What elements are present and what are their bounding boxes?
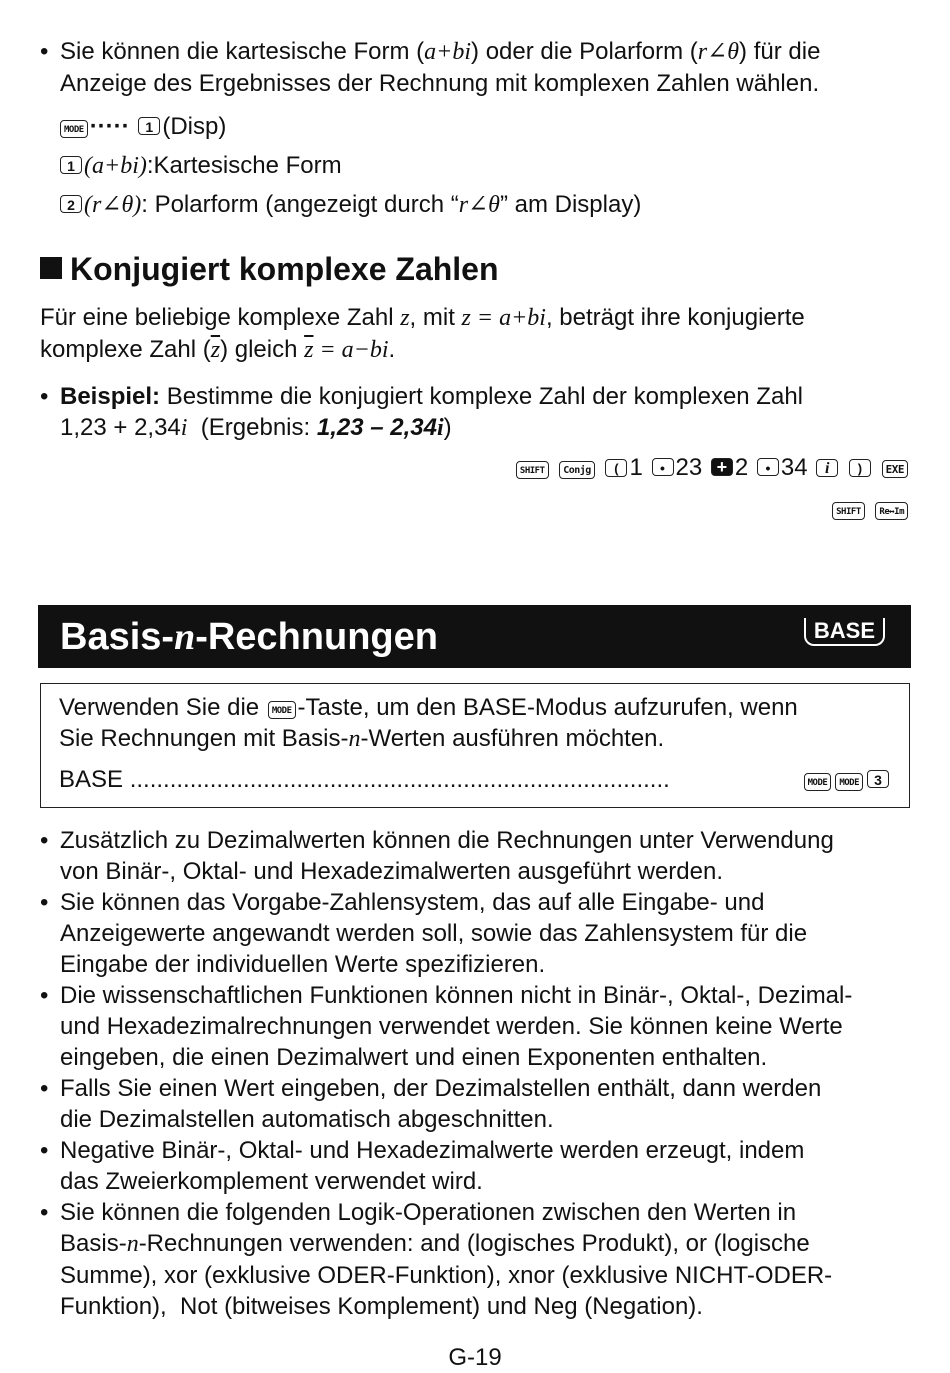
mode-key-icon: MODE xyxy=(804,773,832,791)
chapter-banner xyxy=(38,605,911,668)
polar-formula: r∠θ xyxy=(697,39,740,65)
option-polar-symbol: r∠θ xyxy=(458,192,500,218)
list-item-line: Negative Binär-, Oktal- und Hexadezimalwerte werden erzeugt, indem xyxy=(60,1137,805,1164)
example-imaginary: i xyxy=(180,415,188,441)
option-cartesian-label: :Kartesische Form xyxy=(146,152,342,179)
definition-text-3: , beträgt ihre konjugierte xyxy=(545,304,805,331)
definition-text-2: , mit xyxy=(409,304,462,331)
option-polar-formula: (r∠θ) xyxy=(84,192,142,218)
conjugate-equation: = a−bi xyxy=(313,337,389,363)
open-paren-key-icon: ( xyxy=(605,459,627,477)
example-bullet xyxy=(40,381,940,444)
chapter-title-b: -Rechnungen xyxy=(195,616,438,658)
list-item-line: das Zweierkomplement verwendet wird. xyxy=(60,1168,483,1195)
close-paren-key-icon: ) xyxy=(849,459,871,477)
decimal-key-icon: • xyxy=(652,458,674,476)
mode-info-text-4: -Werten ausführen möchten. xyxy=(360,725,665,752)
option-polar xyxy=(58,189,641,221)
page-number: G-19 xyxy=(448,1344,502,1371)
example-label: Beispiel: xyxy=(60,383,161,410)
leader-dots: ................................................................................. xyxy=(129,766,670,793)
digit-1: 1 xyxy=(629,454,643,481)
digits-23: 23 xyxy=(675,454,703,481)
disp-key-sequence xyxy=(58,111,226,142)
base-label: BASE xyxy=(59,766,130,793)
list-item-line: die Dezimalstellen automatisch abgeschnitten. xyxy=(60,1106,554,1133)
list-item xyxy=(40,1073,920,1135)
base-bullet-list xyxy=(40,825,920,1322)
definition-text: Für eine beliebige komplexe Zahl xyxy=(40,304,401,331)
example-key-sequence xyxy=(514,452,910,483)
option-polar-label-tail: ” am Display) xyxy=(499,191,642,218)
key-1-icon: 1 xyxy=(138,117,160,135)
list-item-n: n xyxy=(126,1231,139,1257)
list-item-line: Falls Sie einen Wert eingeben, der Dezimalstellen enthält, dann werden xyxy=(60,1075,822,1102)
mode-key-icon: MODE xyxy=(835,773,863,791)
key-1-icon: 1 xyxy=(60,156,82,174)
list-item-line: Zusätzlich zu Dezimalwerten können die Rechnungen unter Verwendung xyxy=(60,827,834,854)
display-format-text: Sie können die kartesische Form ( xyxy=(60,38,425,65)
option-cartesian-formula: (a+bi) xyxy=(84,153,147,179)
conjugate-definition xyxy=(40,302,920,366)
sequence-dots: ····· xyxy=(89,113,130,140)
base-mode-keys xyxy=(796,764,891,795)
list-item xyxy=(40,1197,920,1322)
list-item-line: Sie können das Vorgabe-Zahlensystem, das auf alle Eingabe- und xyxy=(60,889,765,916)
shift-key-icon: SHIFT xyxy=(516,461,549,479)
z-bar: $\overline{z}$ xyxy=(210,337,221,363)
conjg-key-icon: Conjg xyxy=(559,461,595,479)
list-item xyxy=(40,825,920,887)
key-3-icon: 3 xyxy=(867,770,889,788)
list-item-line: -Rechnungen verwenden: and (logisches Produkt), or (logische xyxy=(138,1230,810,1257)
z-equation: z = a+bi xyxy=(461,305,546,331)
mode-badge: BASE xyxy=(804,618,885,646)
list-item-line: und Hexadezimalrechnungen verwendet werden. Sie können keine Werte xyxy=(60,1013,843,1040)
display-format-text-2: ) oder die Polarform ( xyxy=(471,38,698,65)
mode-info-text-2: -Taste, um den BASE-Modus aufzurufen, wenn xyxy=(297,694,798,721)
definition-period: . xyxy=(388,336,396,363)
mode-info-n: n xyxy=(348,726,361,752)
digits-34: 34 xyxy=(780,454,808,481)
example-text: Bestimme die konjugiert komplexe Zahl der komplexen Zahl xyxy=(160,383,803,410)
cartesian-formula: a+bi xyxy=(424,39,472,65)
exe-key-icon: EXE xyxy=(882,460,908,478)
list-item-line: Anzeigewerte angewandt werden soll, sowie das Zahlensystem für die xyxy=(60,920,808,947)
example-close: ) xyxy=(443,414,452,441)
mode-info-text-1: Verwenden Sie die xyxy=(59,694,266,721)
i-key-icon: i xyxy=(816,459,838,477)
display-format-text-3: ) für die xyxy=(739,38,821,65)
key-2-icon: 2 xyxy=(60,195,82,213)
list-item-line: Sie können die folgenden Logik-Operationen zwischen den Werten in xyxy=(60,1199,797,1226)
display-format-bullet xyxy=(40,36,940,99)
option-cartesian xyxy=(58,150,342,182)
list-item-line: Funktion), Not (bitweises Komplement) und Neg (Negation). xyxy=(60,1293,703,1320)
section-heading xyxy=(40,249,499,289)
mode-info-box xyxy=(40,683,910,808)
list-item-line: Basis- xyxy=(60,1230,127,1257)
shift-key-icon: SHIFT xyxy=(832,502,865,520)
mode-key-icon: MODE xyxy=(268,701,296,719)
chapter-title-a: Basis- xyxy=(60,616,175,658)
base-mode-row xyxy=(59,764,899,795)
list-item xyxy=(40,980,920,1073)
list-item-line: Eingabe der individuellen Werte spezifizieren. xyxy=(60,951,546,978)
digit-2: 2 xyxy=(734,454,749,481)
square-bullet-icon xyxy=(40,257,62,279)
decimal-key-icon: • xyxy=(757,458,779,476)
list-item-line: Die wissenschaftlichen Funktionen können nicht in Binär-, Oktal-, Dezimal- xyxy=(60,982,853,1009)
display-format-text-line2: Anzeige des Ergebnisses der Rechnung mit komplexen Zahlen wählen. xyxy=(60,70,820,97)
example-result-label: (Ergebnis: xyxy=(187,414,317,441)
list-item xyxy=(40,1135,920,1197)
option-polar-label: : Polarform (angezeigt durch “ xyxy=(141,191,459,218)
mode-info-text-3: Sie Rechnungen mit Basis- xyxy=(59,725,349,752)
disp-label: (Disp) xyxy=(162,113,227,140)
list-item-line: eingeben, die einen Dezimalwert und einen Exponenten enthalten. xyxy=(60,1044,768,1071)
example-result-imaginary: i xyxy=(436,415,444,441)
example-result: 1,23 – 2,34 xyxy=(316,414,437,441)
z-bar-equation: $\overline{z}$ xyxy=(304,337,314,363)
example-number: 1,23 + 2,34 xyxy=(60,414,181,441)
plus-key-icon: + xyxy=(711,458,733,476)
chapter-title-n: n xyxy=(174,616,196,658)
list-item-line: von Binär-, Oktal- und Hexadezimalwerten ausgeführt werden. xyxy=(60,858,723,885)
re-im-key-icon: Re↔Im xyxy=(875,502,908,520)
list-item-line: Summe), xor (exklusive ODER-Funktion), xnor (exklusive NICHT-ODER- xyxy=(60,1262,833,1289)
example-key-sequence-2 xyxy=(830,493,910,524)
definition-text-5: ) gleich xyxy=(220,336,305,363)
section-heading-text: Konjugiert komplexe Zahlen xyxy=(70,251,499,287)
chapter-title xyxy=(60,613,438,661)
variable-z: z xyxy=(400,305,410,331)
list-item xyxy=(40,887,920,980)
mode-key-icon: MODE xyxy=(60,120,88,138)
definition-text-4: komplexe Zahl ( xyxy=(40,336,211,363)
mode-info-text xyxy=(59,692,899,755)
